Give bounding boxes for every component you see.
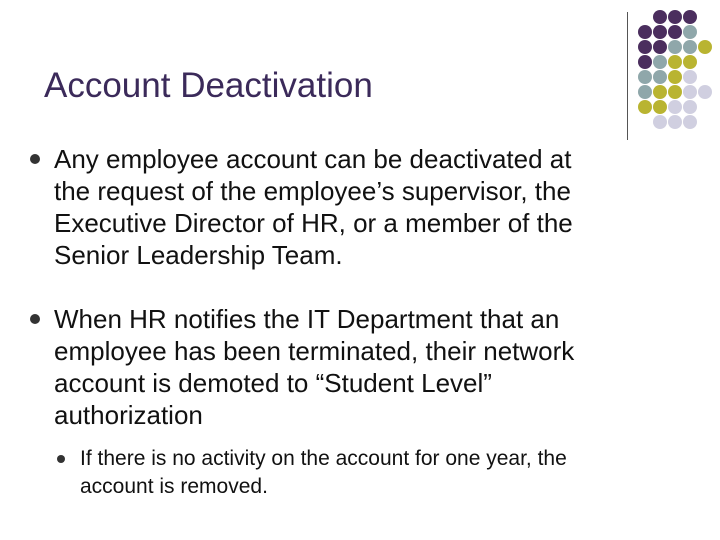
- decorative-dot: [668, 55, 682, 69]
- decorative-dot: [698, 85, 712, 99]
- decorative-dot: [668, 70, 682, 84]
- decorative-dot: [668, 25, 682, 39]
- decorative-dot: [653, 40, 667, 54]
- decorative-dot: [668, 100, 682, 114]
- decorative-dot: [638, 100, 652, 114]
- decorative-dot: [653, 115, 667, 129]
- bullet-text: Any employee account can be deactivated at the request of the employee’s supervisor, the Executive Director of HR, or a member of the Senior Leadership Team.: [54, 144, 573, 270]
- bullet-dot-icon: [30, 154, 40, 164]
- decorative-dot: [683, 25, 697, 39]
- decorative-dot: [683, 40, 697, 54]
- decorative-dot: [653, 70, 667, 84]
- decorative-dot: [683, 10, 697, 24]
- decorative-dot-grid: [622, 8, 720, 136]
- decorative-dot: [683, 100, 697, 114]
- decorative-dot: [638, 25, 652, 39]
- bullet-dot-icon: [30, 314, 40, 324]
- decorative-dot: [668, 40, 682, 54]
- bullet-text: When HR notifies the IT Department that an employee has been terminated, their network account is demoted to “Student Level” authorization: [54, 304, 575, 430]
- decorative-dot: [668, 85, 682, 99]
- decorative-dot: [683, 70, 697, 84]
- decorative-dot: [668, 115, 682, 129]
- decorative-dot: [638, 70, 652, 84]
- decorative-dot: [638, 55, 652, 69]
- decorative-dot: [683, 85, 697, 99]
- slide-title: Account Deactivation: [44, 66, 373, 105]
- decorative-dot: [638, 40, 652, 54]
- decorative-vertical-line: [627, 12, 628, 140]
- sub-bullet-dot-icon: [57, 455, 65, 463]
- decorative-dot: [683, 115, 697, 129]
- decorative-dot: [698, 40, 712, 54]
- decorative-dot: [653, 85, 667, 99]
- sub-bullet-text: If there is no activity on the account for one year, the account is removed.: [80, 447, 567, 498]
- decorative-dot: [653, 100, 667, 114]
- decorative-dot: [653, 55, 667, 69]
- decorative-dot: [653, 10, 667, 24]
- decorative-dot: [653, 25, 667, 39]
- decorative-dot: [638, 85, 652, 99]
- decorative-dot: [683, 55, 697, 69]
- decorative-dot: [668, 10, 682, 24]
